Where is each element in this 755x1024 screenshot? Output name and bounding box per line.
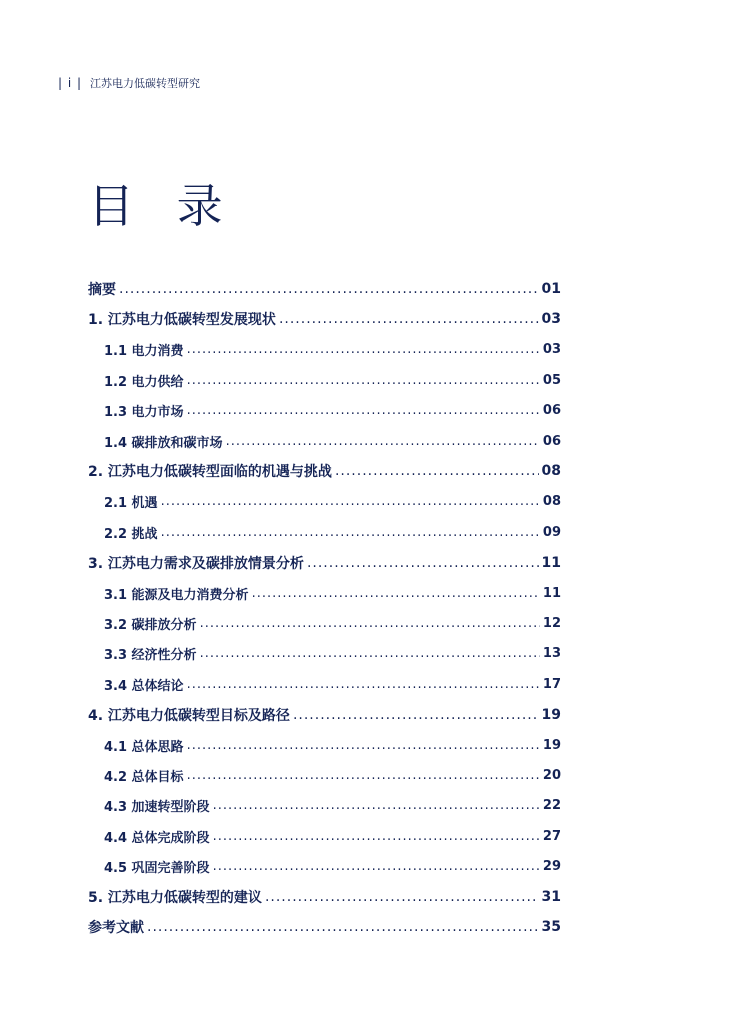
toc-entry-label: 4.2 总体目标: [104, 769, 184, 785]
toc-entry-page: 29: [542, 859, 561, 875]
toc-entry-label: 2.2 挑战: [104, 526, 158, 542]
toc-entry-label: 4. 江苏电力低碳转型目标及路径: [88, 707, 290, 724]
toc-entry-page: 19: [541, 706, 561, 723]
toc-entry[interactable]: [88, 821, 561, 851]
toc-entry-page: 08: [541, 463, 561, 480]
toc-entry-label: 2. 江苏电力低碳转型面临的机遇与挑战: [88, 464, 332, 481]
toc-entry-label: 4.4 总体完成阶段: [104, 830, 210, 846]
toc-entry[interactable]: [88, 274, 561, 304]
toc-entry-page: 35: [541, 919, 561, 936]
toc-entry-label: 4.5 巩固完善阶段: [104, 861, 210, 877]
toc-entry-label: 4.1 总体思路: [104, 739, 184, 755]
toc-entry-page: 20: [542, 767, 561, 783]
toc-entry-label: 3.1 能源及电力消费分析: [104, 587, 249, 603]
toc-entry-page: 31: [541, 889, 561, 905]
toc-entry-page: 03: [541, 311, 561, 328]
toc-entry-label: 3.2 碳排放分析: [104, 617, 197, 633]
toc-dot-leader: [213, 798, 540, 813]
toc-dot-leader: [161, 494, 540, 509]
toc-entry[interactable]: [88, 760, 561, 790]
toc-entry-page: 17: [542, 676, 561, 692]
toc-entry-label: 摘要: [88, 282, 116, 298]
toc-dot-leader: [200, 646, 540, 661]
toc-entry-label: 4.3 加速转型阶段: [104, 800, 210, 816]
toc-dot-leader: [293, 707, 539, 723]
toc-entry[interactable]: [88, 365, 561, 395]
toc-entry-label: 3.3 经济性分析: [104, 648, 197, 664]
toc-heading: 目 录: [88, 179, 237, 233]
toc-dot-leader: [213, 829, 540, 844]
toc-entry-page: 05: [542, 372, 561, 388]
toc-entry[interactable]: [88, 335, 561, 365]
toc-entry-page: 22: [542, 798, 561, 814]
toc-entry[interactable]: [88, 517, 561, 547]
toc-entry[interactable]: [88, 730, 561, 760]
toc-dot-leader: [187, 738, 540, 753]
toc-entry[interactable]: [88, 608, 561, 638]
toc-entry-label: 3.4 总体结论: [104, 678, 184, 694]
toc-entry-label: 参考文献: [88, 920, 144, 937]
toc-dot-leader: [213, 859, 540, 874]
toc-entry[interactable]: [88, 487, 561, 517]
toc-entry-page: 27: [542, 828, 561, 844]
toc-dot-leader: [187, 677, 540, 692]
toc-entry[interactable]: [88, 700, 561, 730]
toc-entry-page: 11: [541, 554, 561, 571]
toc-dot-leader: [187, 768, 540, 783]
toc-entry-page: 12: [542, 615, 561, 631]
page-number-mark: | i |: [58, 76, 83, 90]
toc-entry[interactable]: [88, 882, 561, 912]
toc-dot-leader: [279, 311, 539, 327]
toc-dot-leader: [187, 373, 540, 388]
toc-dot-leader: [307, 555, 539, 571]
toc-dot-leader: [147, 919, 539, 935]
toc-dot-leader: [187, 403, 540, 418]
toc-dot-leader: [335, 463, 539, 479]
toc-entry[interactable]: [88, 456, 561, 486]
toc-entry-label: 1.4 碳排放和碳市场: [104, 435, 223, 451]
toc-entry[interactable]: [88, 791, 561, 821]
toc-entry[interactable]: [88, 912, 561, 942]
page-header: [58, 74, 200, 92]
toc-entry[interactable]: [88, 304, 561, 334]
toc-entry-label: 1.2 电力供给: [104, 374, 184, 390]
toc-entry-label: 1.3 电力市场: [104, 405, 184, 421]
toc-entry-label: 1.1 电力消费: [104, 344, 184, 360]
toc-entry-page: 19: [542, 737, 561, 753]
toc-entry[interactable]: [88, 548, 561, 578]
toc-entry-page: 06: [542, 433, 561, 449]
toc-dot-leader: [200, 616, 540, 631]
toc-dot-leader: [252, 586, 540, 601]
toc-entry-label: 3. 江苏电力需求及碳排放情景分析: [88, 555, 304, 572]
toc-entry[interactable]: [88, 669, 561, 699]
toc-entry-page: 03: [542, 342, 561, 358]
toc-entry-label: 1. 江苏电力低碳转型发展现状: [88, 312, 276, 329]
toc-entry-page: 13: [542, 646, 561, 662]
toc-dot-leader: [226, 434, 540, 449]
toc-entry[interactable]: [88, 852, 561, 882]
toc-entry[interactable]: [88, 639, 561, 669]
toc-entry[interactable]: [88, 426, 561, 456]
toc-dot-leader: [119, 281, 539, 297]
toc-entry-page: 08: [542, 494, 561, 510]
toc-entry-page: 09: [542, 524, 561, 540]
toc-entry-label: 5. 江苏电力低碳转型的建议: [88, 890, 262, 906]
toc-entry-label: 2.1 机遇: [104, 496, 158, 512]
toc-entry-page: 06: [542, 403, 561, 419]
toc-dot-leader: [161, 525, 540, 540]
toc-dot-leader: [187, 342, 540, 357]
toc-entry[interactable]: [88, 578, 561, 608]
toc-dot-leader: [265, 889, 539, 905]
toc-entry[interactable]: [88, 396, 561, 426]
toc-entry-page: 01: [541, 281, 561, 297]
toc-entry-page: 11: [542, 585, 561, 601]
running-header-title: 江苏电力低碳转型研究: [90, 77, 200, 90]
